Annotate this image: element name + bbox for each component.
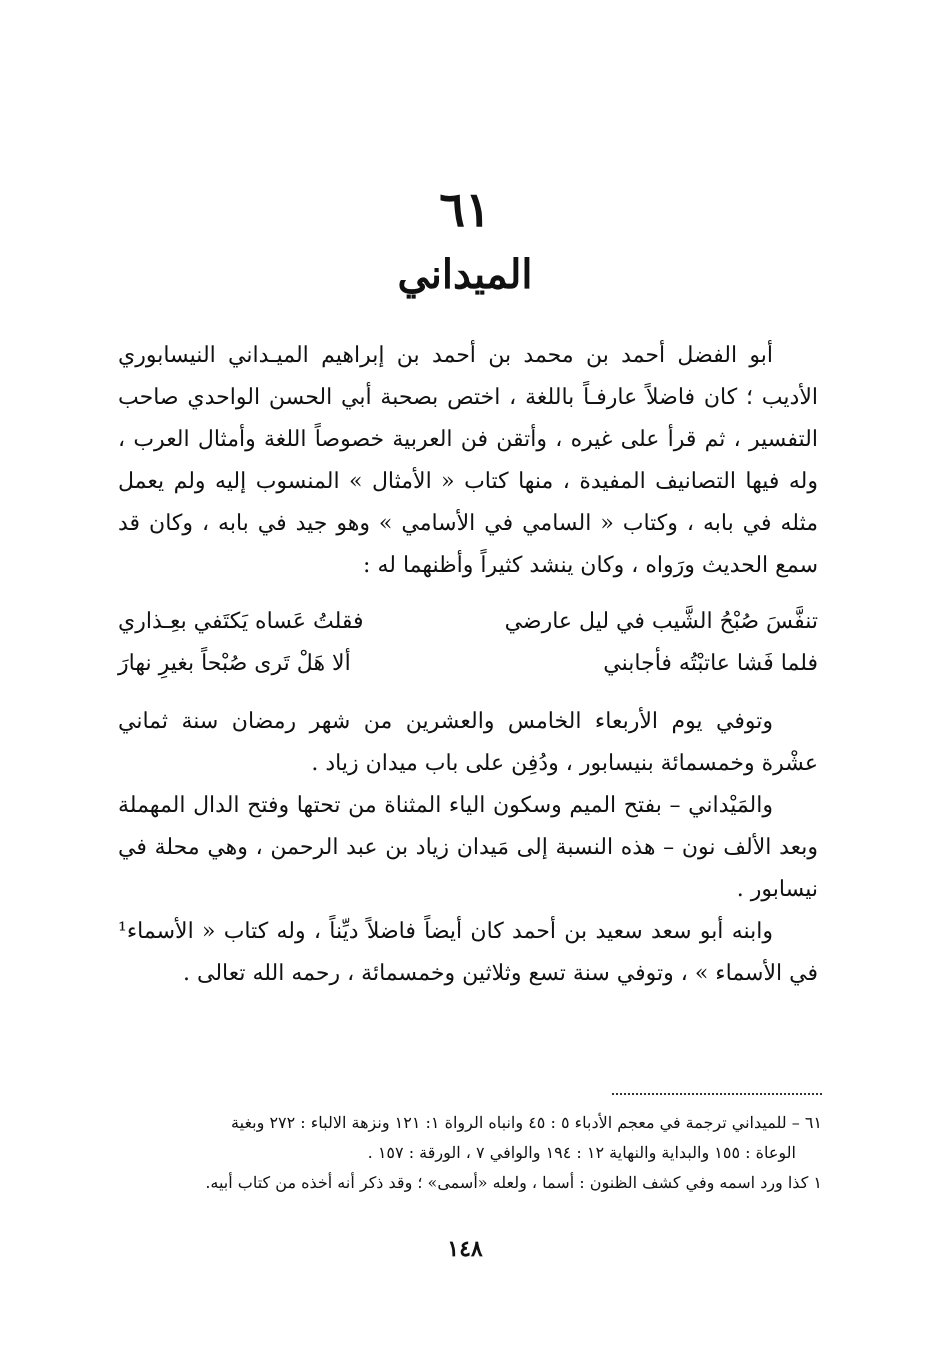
entry-title: الميداني [397,251,533,298]
paragraph-death: وتوفي يوم الأربعاء الخامس والعشرين من شهر رمضان سنة ثماني عشْرة وخمسمائة بنيسابور ، ودُفِن على باب ميدان زياد . [118,709,818,776]
footnote-separator [612,1093,822,1095]
poem-line [118,643,818,685]
entry-number: ٦١ [439,182,491,238]
page-number: ١٤٨ [447,1236,483,1262]
footnote-sources-line: الوعاة : ١٥٥ والبداية والنهاية ١٢ : ١٩٤ والوافي ٧ ، الورقة : ١٥٧ . [367,1143,796,1162]
footnote-sources-line: ٦١ – للميداني ترجمة في معجم الأدباء ٥ : ٤٥ وانباه الرواة ١: ١٢١ ونزهة الالباء : ٢٧٢ وبغية [231,1113,822,1132]
body-text [118,335,818,995]
poem-hemistich: ألا هَلْ تَرى صُبْحاً بغيرِ نهارَ [118,651,351,676]
poem-hemistich: تنفَّسَ صُبْحُ الشَّيب في ليل عارضي [504,609,818,634]
poem-hemistich: فقلتُ عَساه يَكتَفي بعِـذاري [118,609,364,634]
poem-line [118,601,818,643]
footnote-name-note: ١ كذا ورد اسمه وفي كشف الظنون : أسما ، ولعله «أسمى» ؛ وقد ذكر أنه أخذه من كتاب أبيه. [205,1173,822,1192]
paragraph-son: وابنه أبو سعد سعيد بن أحمد كان أيضاً فاضلاً ديِّناً ، وله كتاب « الأسماء¹ في الأسماء » ، وتوفي سنة تسع وثلاثين وخمسمائة ، رحمه الله تعالى . [118,919,818,986]
paragraph-nisba: والمَيْداني – بفتح الميم وسكون الياء المثناة من تحتها وفتح الدال المهملة وبعد الألف نون – هذه النسبة إلى مَيدان زياد بن عبد الرحمن ، وهي محلة في نيسابور . [118,793,818,902]
footnotes [118,1108,822,1198]
poem-hemistich: فلما فَشا عاتبْتُه فأجابني [603,651,818,676]
poem [118,601,818,685]
paragraph-biography: أبو الفضل أحمد بن محمد بن أحمد بن إبراهيم الميـداني النيسابوري الأديب ؛ كان فاضلاً عارفـاً باللغة ، اختص بصحبة أبي الحسن الواحدي صاحب التفسير ، ثم قرأ على غيره ، وأتقن فن العربية خصوصاً اللغة وأمثال العرب ، وله فيها التصانيف المفيدة ، منها كتاب « الأمثال » المنسوب إليه ولم يعمل مثله في بابه ، وكتاب « السامي في الأسامي » وهو جيد في بابه ، وكان قد سمع الحديث ورَواه ، وكان ينشد كثيراً وأظنهما له : [118,343,818,578]
